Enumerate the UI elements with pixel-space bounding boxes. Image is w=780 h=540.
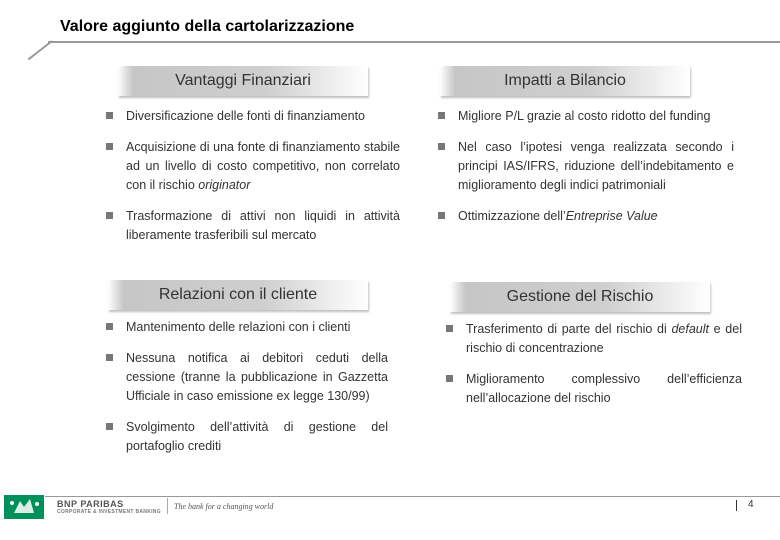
list-item: [106, 207, 400, 245]
square-bullet-icon: [446, 325, 453, 332]
section-header-rischio: [450, 282, 710, 312]
list-item: [446, 320, 742, 358]
square-bullet-icon: [438, 112, 445, 119]
list-item-text: Ottimizzazione dell’Entreprise Value: [458, 209, 658, 223]
list-item: [106, 349, 388, 406]
footer-brand: BNP PARIBAS: [57, 499, 124, 509]
section-header-label: Impatti a Bilancio: [504, 72, 626, 89]
title-underline-slash: [28, 40, 53, 60]
list-item-text: Svolgimento dell’attività di gestione del portafoglio crediti: [126, 420, 388, 453]
square-bullet-icon: [438, 212, 445, 219]
list-item-text: Acquisizione di una fonte di finanziamento stabile ad un livello di costo competitivo, non correlato con il rischio originator: [126, 140, 400, 192]
list-item: [438, 207, 734, 226]
bnp-paribas-logo-icon: [4, 495, 44, 519]
square-bullet-icon: [106, 323, 113, 330]
square-bullet-icon: [106, 143, 113, 150]
footer-tagline: The bank for a changing world: [174, 502, 274, 511]
section-header-label: Gestione del Rischio: [506, 288, 654, 305]
page-number: 4: [748, 499, 754, 510]
list-item: [106, 138, 400, 195]
section-header-vantaggi: [118, 66, 368, 96]
impatti-list: [438, 107, 734, 238]
square-bullet-icon: [106, 423, 113, 430]
list-item-text: Diversificazione delle fonti di finanziamento: [126, 109, 366, 123]
square-bullet-icon: [106, 112, 113, 119]
square-bullet-icon: [446, 375, 453, 382]
list-item: [446, 370, 742, 408]
list-item: [106, 418, 388, 456]
relazioni-list: [106, 318, 388, 468]
title-underline: [48, 41, 780, 43]
section-header-label: Vantaggi Finanziari: [175, 72, 311, 89]
list-item-text: Mantenimento delle relazioni con i clienti: [126, 320, 351, 334]
page-number-separator: [736, 500, 737, 511]
list-item-text: Nel caso l’ipotesi venga realizzata secondo i principi IAS/IFRS, riduzione dell’indebitamento e miglioramento degli indici patrimoniali: [458, 140, 734, 192]
vantaggi-list: [106, 107, 400, 257]
page-title: Valore aggiunto della cartolarizzazione: [60, 18, 355, 35]
square-bullet-icon: [106, 354, 113, 361]
list-item-text: Trasferimento di parte del rischio di default e del rischio di concentrazione: [466, 322, 742, 355]
list-item: [438, 107, 734, 126]
list-item: [106, 107, 400, 126]
square-bullet-icon: [438, 143, 445, 150]
rischio-list: [446, 320, 742, 420]
list-item: [438, 138, 734, 195]
section-header-label: Relazioni con il cliente: [158, 286, 318, 303]
section-header-relazioni: [108, 280, 368, 310]
list-item-text: Trasformazione di attivi non liquidi in attività liberamente trasferibili sul mercato: [126, 209, 400, 242]
list-item-text: Miglioramento complessivo dell’efficienza nell’allocazione del rischio: [466, 372, 742, 405]
footer-division: CORPORATE & INVESTMENT BANKING: [57, 509, 161, 515]
list-item-text: Migliore P/L grazie al costo ridotto del funding: [458, 109, 711, 123]
list-item: [106, 318, 388, 337]
square-bullet-icon: [106, 212, 113, 219]
footer-separator: [167, 498, 168, 514]
list-item-text: Nessuna notifica ai debitori ceduti della cessione (tranne la pubblicazione in Gazzetta Ufficiale in caso emissione ex legge 130/99): [126, 351, 388, 403]
section-header-impatti: [440, 66, 690, 96]
footer-divider: [45, 496, 780, 497]
